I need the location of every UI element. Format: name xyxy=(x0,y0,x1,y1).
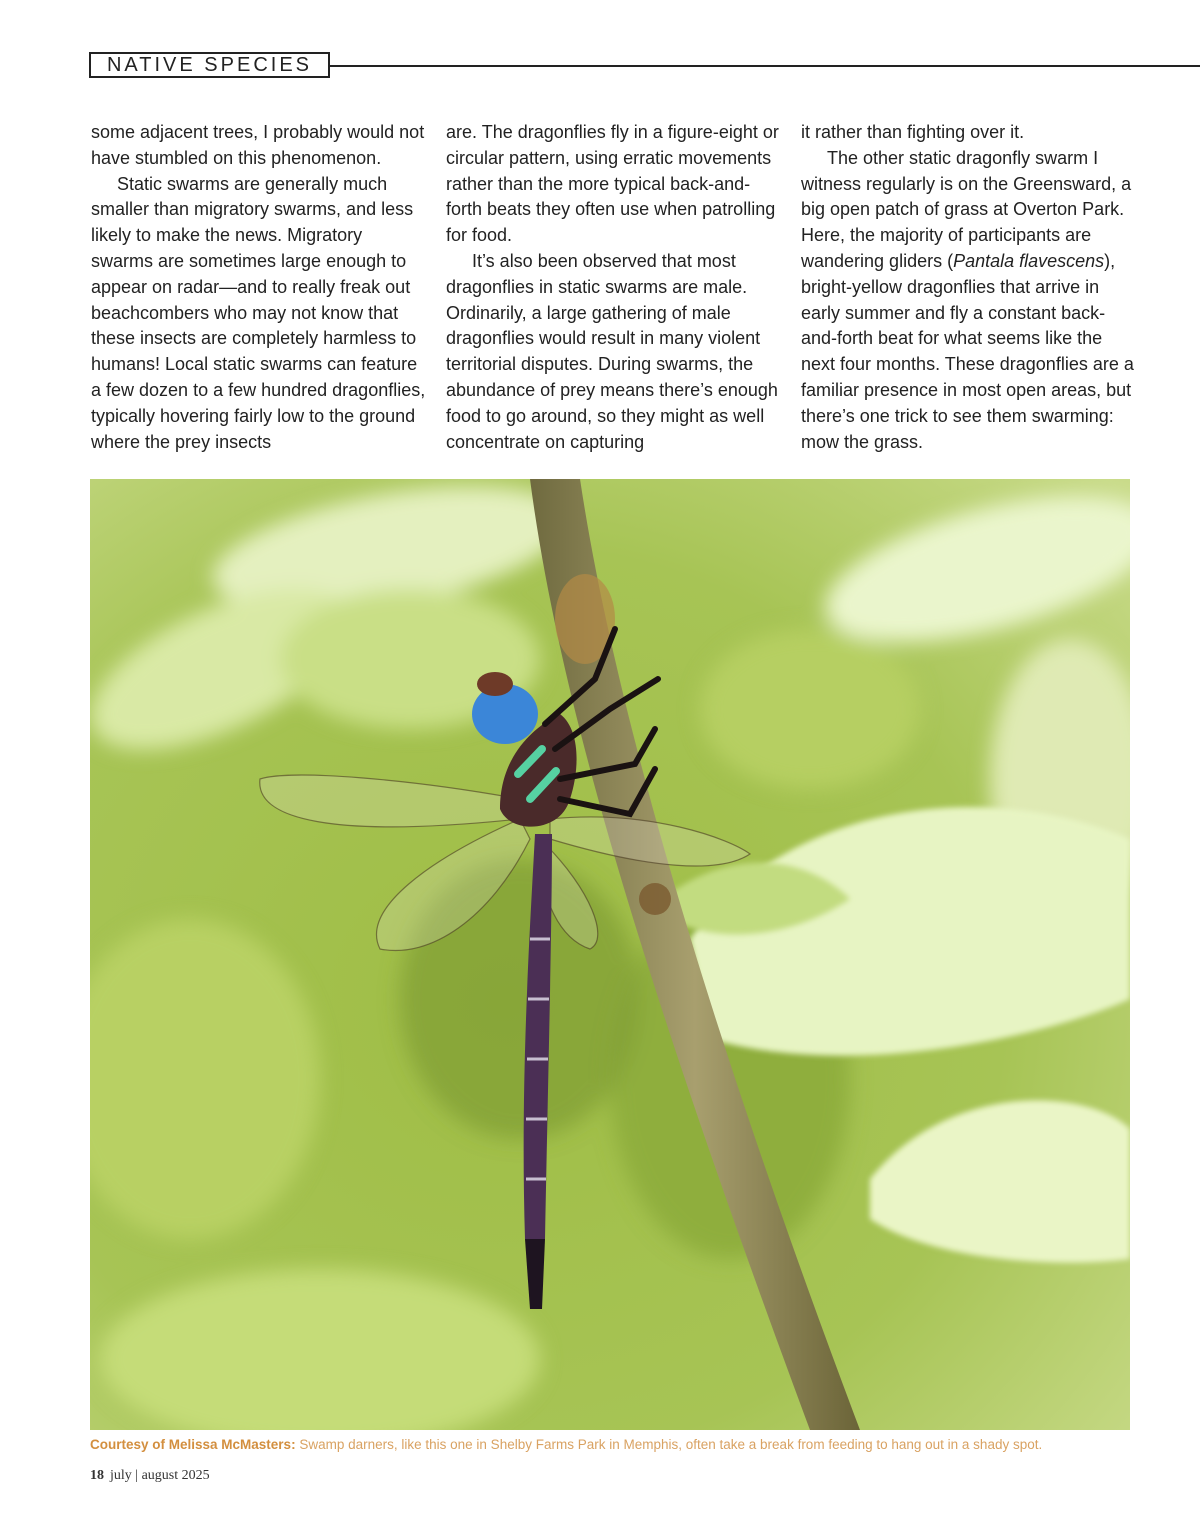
dragonfly-head xyxy=(477,672,513,696)
paragraph: It’s also been observed that most dragonflies in static swarms are male. Ordinarily, a large gathering of male dragonflies would result in many violent territorial disputes. During swarms, the abundance of prey means there’s enough food to go around, so they might as well concentrate on capturing xyxy=(446,250,778,452)
paragraph: some adjacent trees, I probably would not have stumbled on this phenomenon. xyxy=(91,122,425,168)
dragonfly-photo xyxy=(90,479,1130,1430)
text-column-1 xyxy=(91,120,427,455)
species-name: Pantala flavescens xyxy=(953,250,1105,271)
header-rule xyxy=(330,65,1200,67)
text-column-3 xyxy=(801,120,1137,455)
caption-text: Swamp darners, like this one in Shelby Farms Park in Memphis, often take a break from feeding to hang out in a shady spot. xyxy=(299,1437,1043,1452)
text-column-2 xyxy=(446,120,782,455)
paragraph-text: The other static dragonfly swarm I witness regularly is on the Greensward, a big open patch of grass at Overton Park. Here, the majority of participants are wandering gliders ( xyxy=(801,147,1132,271)
dragonfly-illustration xyxy=(90,479,1130,1430)
paragraph-text: ), bright-yellow dragonflies that arrive in early summer and fly a constant back-and-forth beat for what seems like the next four months. These dragonflies are a familiar presence in most open areas, but there’s one trick to see them swarming: mow the grass. xyxy=(801,250,1134,452)
page-number: 18 xyxy=(90,1468,104,1483)
issue-date: july | august 2025 xyxy=(110,1468,210,1483)
photo-credit: Courtesy of Melissa McMasters: xyxy=(90,1437,296,1452)
stem-node xyxy=(639,883,671,915)
paragraph: are. The dragonflies fly in a figure-eight or circular pattern, using erratic movements rather than the more typical back-and-forth beats they often use when patrolling for food. xyxy=(446,122,779,246)
paragraph: it rather than fighting over it. xyxy=(801,122,1025,142)
page-footer xyxy=(90,1468,210,1484)
photo-caption xyxy=(90,1436,1150,1454)
paragraph xyxy=(801,146,1137,456)
paragraph: Static swarms are generally much smaller than migratory swarms, and less likely to make the news. Migratory swarms are sometimes large enough to appear on radar—and to really freak out beachcombers who may not know that these insects are completely harmless to humans! Local static swarms can feature a few dozen to a few hundred dragonflies, typically hovering fairly low to the ground where the prey insects xyxy=(91,173,426,452)
section-label: NATIVE SPECIES xyxy=(89,52,330,78)
